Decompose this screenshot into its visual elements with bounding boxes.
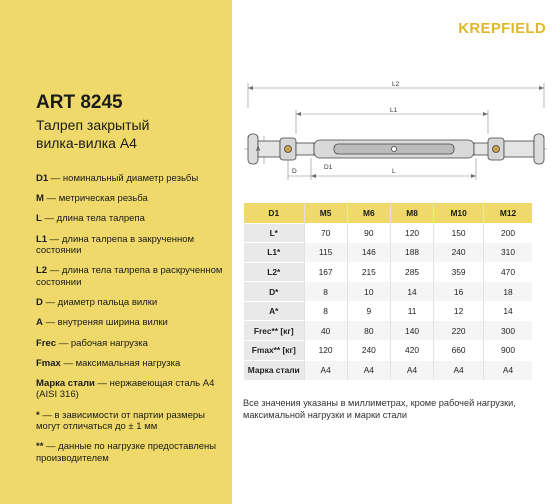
specs-table: [244, 203, 532, 380]
legend-text: — длина талрепа в закрученном состоянии: [36, 233, 195, 257]
legend-text: — длина тела талрепа в раскрученном состоянии: [36, 265, 223, 288]
legend-text: — диаметр пальца вилки: [42, 297, 158, 309]
legend-text: — метрическая резьба: [43, 193, 148, 205]
label-l2: L2: [392, 81, 400, 88]
table-cell: 8: [304, 301, 347, 321]
label-d: D: [292, 168, 297, 175]
table-cell: 359: [434, 262, 484, 282]
legend-text: — внутреняя ширина вилки: [42, 317, 168, 329]
table-cell: 150: [434, 223, 484, 243]
table-cell: 115: [304, 243, 347, 263]
table-cell: 120: [390, 223, 433, 243]
legend-term: L2: [36, 265, 48, 277]
legend-term: L: [36, 213, 42, 225]
table-cell: 220: [434, 321, 484, 341]
table-cell: 240: [434, 243, 484, 263]
legend-term: Марка стали: [36, 377, 95, 389]
row-label: L2*: [244, 262, 304, 282]
table-row: [244, 321, 532, 341]
table-cell: 215: [347, 262, 390, 282]
turnbuckle-body: [296, 140, 492, 158]
table-cell: 90: [347, 223, 390, 243]
label-d1: D1: [324, 164, 333, 171]
table-row: [244, 223, 532, 243]
legend-item: [36, 193, 230, 205]
table-cell: А4: [390, 360, 433, 380]
row-label: D*: [244, 282, 304, 302]
legend-item: [36, 234, 230, 257]
legend-text: — рабочая нагрузка: [56, 337, 148, 349]
legend-item: [36, 338, 230, 350]
legend-text: — максимальная нагрузка: [60, 357, 181, 369]
row-label: L1*: [244, 243, 304, 263]
legend-text: — в зависимости от партии размеры могут отличаться до ± 1 мм: [36, 409, 205, 433]
table-cell: 12: [434, 301, 484, 321]
legend-term: Frec: [36, 337, 57, 349]
table-cell: 11: [390, 301, 433, 321]
table-cell: 470: [484, 262, 532, 282]
legend-item: [36, 213, 230, 225]
legend-text: — нержавеющая сталь А4 (AISI 316): [36, 377, 215, 401]
legend-term: Fmax: [36, 357, 61, 369]
table-row: [244, 243, 532, 263]
brand-logo: KREPFIELD: [458, 20, 546, 37]
table-cell: 240: [347, 341, 390, 361]
row-label: A*: [244, 301, 304, 321]
table-header-cell: M5: [304, 203, 347, 223]
table-cell: 200: [484, 223, 532, 243]
product-name-line2: вилка-вилка А4: [36, 135, 137, 151]
units-note: Все значения указаны в миллиметрах, кроме рабочей нагрузки, максимальной нагрузки и марки стали: [243, 398, 516, 420]
table-cell: 14: [390, 282, 433, 302]
row-label: Марка стали: [244, 360, 304, 380]
table-cell: 310: [484, 243, 532, 263]
label-l: L: [392, 168, 396, 175]
legend-item: [36, 297, 230, 309]
legend-list: [36, 173, 230, 473]
label-l1: L1: [390, 107, 398, 114]
table-cell: 80: [347, 321, 390, 341]
right-fork: [488, 134, 544, 164]
row-label: L*: [244, 223, 304, 243]
legend-item: [36, 441, 230, 464]
table-row: [244, 341, 532, 361]
left-info-panel: [0, 0, 232, 504]
table-cell: 8: [304, 282, 347, 302]
row-label: Frec** [кг]: [244, 321, 304, 341]
legend-item: [36, 378, 230, 401]
table-cell: 70: [304, 223, 347, 243]
legend-term: **: [36, 441, 44, 453]
table-cell: 660: [434, 341, 484, 361]
legend-text: — данные по нагрузке предоставлены производителем: [36, 441, 217, 465]
table-cell: 300: [484, 321, 532, 341]
table-cell: 16: [434, 282, 484, 302]
legend-term: A: [36, 317, 43, 329]
legend-item: [36, 317, 230, 329]
legend-text: — длина тела талрепа: [41, 213, 145, 225]
legend-item: [36, 358, 230, 370]
table-row: [244, 282, 532, 302]
legend-item: [36, 173, 230, 185]
table-cell: А4: [484, 360, 532, 380]
table-header-row: [244, 203, 532, 223]
row-label: Fmax** [кг]: [244, 341, 304, 361]
legend-item: [36, 265, 230, 288]
table-cell: 900: [484, 341, 532, 361]
legend-text: — номинальный диаметр резьбы: [48, 173, 199, 184]
table-cell: А4: [434, 360, 484, 380]
dimension-arrows: [248, 86, 544, 178]
article-number: ART 8245: [36, 92, 123, 113]
table-header-cell: M6: [347, 203, 390, 223]
table-cell: 140: [390, 321, 433, 341]
table-cell: 146: [347, 243, 390, 263]
table-header-cell: M8: [390, 203, 433, 223]
table-cell: А4: [347, 360, 390, 380]
table-cell: 14: [484, 301, 532, 321]
product-name: [36, 116, 226, 152]
table-cell: 120: [304, 341, 347, 361]
table-cell: 420: [390, 341, 433, 361]
legend-item: [36, 410, 230, 433]
table-cell: 167: [304, 262, 347, 282]
turnbuckle-drawing: [240, 78, 560, 190]
table-cell: 40: [304, 321, 347, 341]
product-name-line1: Талреп закрытый: [36, 117, 150, 133]
table-cell: 285: [390, 262, 433, 282]
table-header-cell: M12: [484, 203, 532, 223]
table-row: [244, 262, 532, 282]
legend-term: *: [36, 409, 40, 421]
legend-term: M: [36, 193, 44, 205]
legend-term: D: [36, 297, 43, 309]
table-cell: 9: [347, 301, 390, 321]
table-cell: 18: [484, 282, 532, 302]
table-header-cell: D1: [244, 203, 304, 223]
table-cell: А4: [304, 360, 347, 380]
table-cell: 10: [347, 282, 390, 302]
legend-term: D1: [36, 173, 49, 184]
label-a: A: [256, 146, 261, 153]
table-cell: 188: [390, 243, 433, 263]
table-row: [244, 360, 532, 380]
table-row: [244, 301, 532, 321]
legend-term: L1: [36, 233, 48, 245]
table-header-cell: M10: [434, 203, 484, 223]
